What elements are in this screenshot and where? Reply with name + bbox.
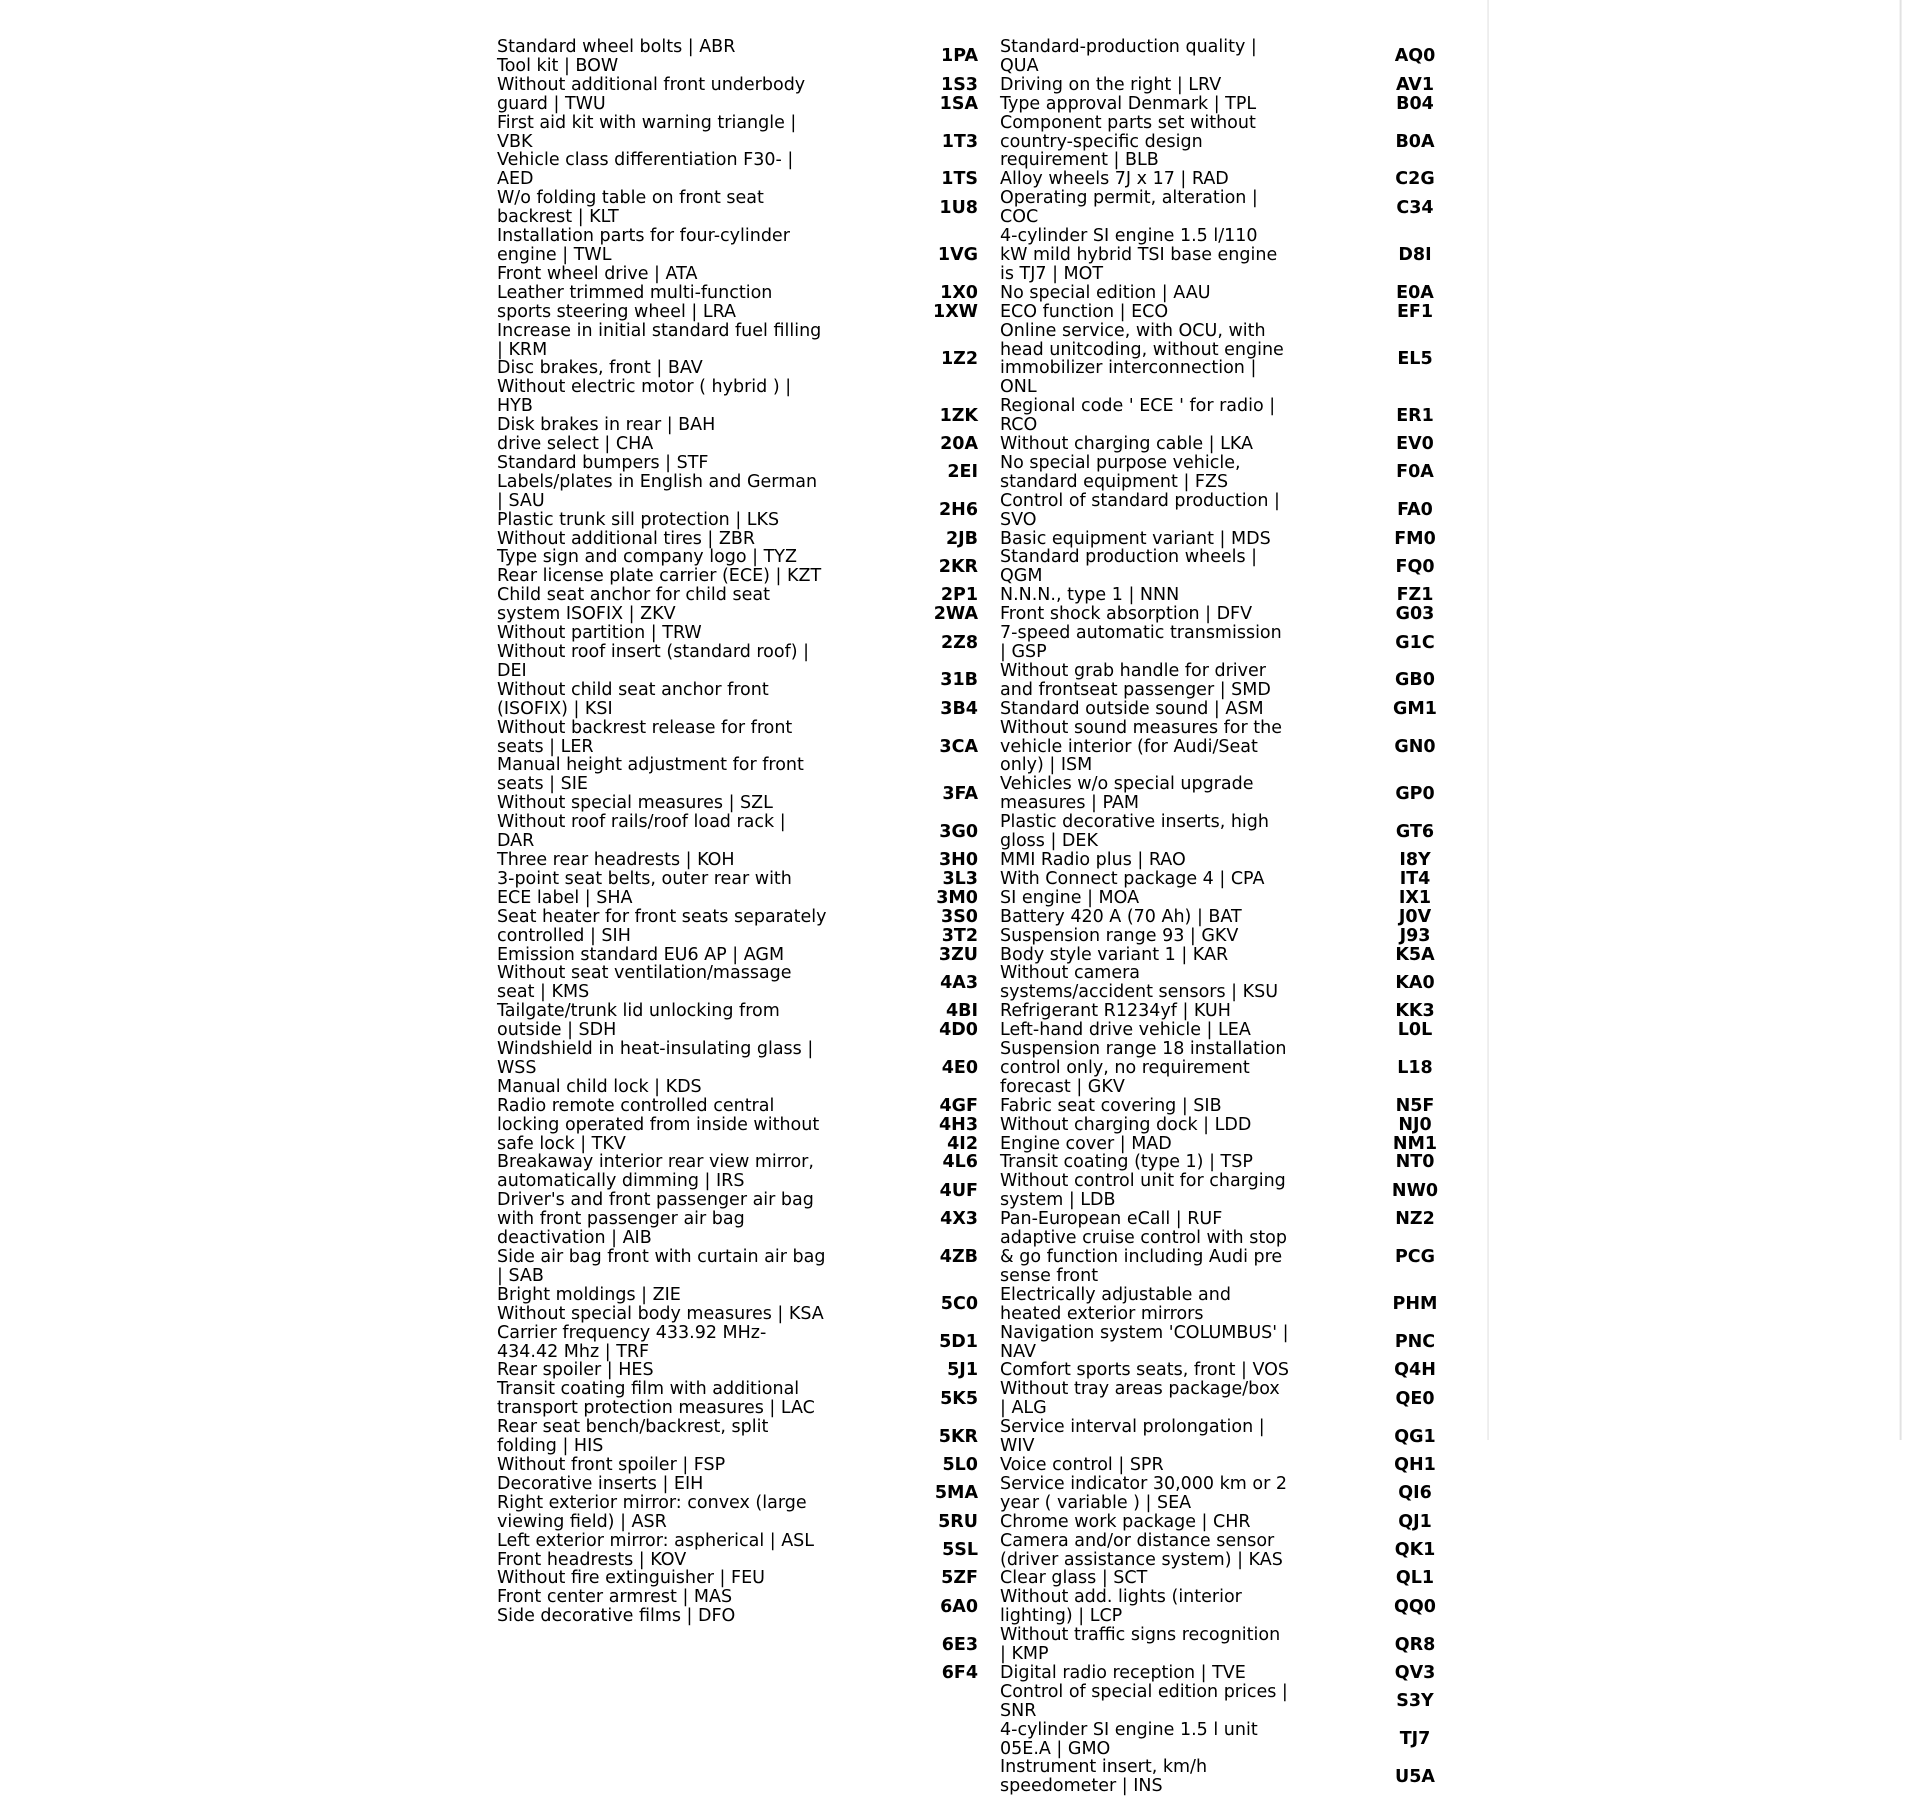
pr-code: 5L0: [942, 1454, 978, 1475]
code-row: [900, 927, 1290, 946]
pr-code-item: GM1: [1393, 698, 1437, 719]
pr-code-item: QQ0: [1394, 1596, 1436, 1617]
page-edge-shadow: [1487, 0, 1489, 1440]
code-row: [900, 1040, 1290, 1097]
pr-code-description: MMI Radio plus | RAO: [1000, 849, 1186, 870]
pr-code-description: Clear glass | SCT: [1000, 1568, 1148, 1589]
pr-code-description: Suspension range 18 installation control only, no requirement forecast | GKV: [1000, 1039, 1287, 1097]
equipment-entry: Labels/plates in English and German | SAU: [497, 471, 818, 511]
pr-code-item: QG1: [1394, 1426, 1436, 1447]
code-row: [900, 1418, 1290, 1456]
equipment-entry: drive select | CHA: [497, 434, 654, 455]
pr-code-description: Front shock absorption | DFV: [1000, 604, 1253, 625]
code-row: [900, 1286, 1290, 1324]
pr-code-item: FZ1: [1396, 585, 1434, 606]
pr-code: 1SA: [939, 93, 978, 114]
pr-code-description: Regional code ' ECE ' for radio | RCO: [1000, 396, 1276, 436]
equipment-entry: Emission standard EU6 AP | AGM: [497, 944, 785, 965]
pr-code: 3B4: [940, 698, 978, 719]
pr-code-item: EF1: [1396, 301, 1434, 322]
pr-code-description: With Connect package 4 | CPA: [1000, 868, 1265, 889]
pr-code-item: S3Y: [1396, 1691, 1434, 1712]
pr-code: 5ZF: [941, 1568, 978, 1589]
equipment-entry: Manual height adjustment for front seats | SIE: [497, 755, 804, 795]
code-row: [900, 95, 1290, 114]
pr-code: 3G0: [939, 821, 978, 842]
pr-code-description: Camera and/or distance sensor (driver assistance system) | KAS: [1000, 1530, 1283, 1570]
pr-code: 4BI: [945, 1001, 978, 1022]
pr-code: 3ZU: [938, 944, 978, 965]
equipment-entry: Breakaway interior rear view mirror, automatically dimming | IRS: [497, 1152, 814, 1192]
code-row: [900, 170, 1290, 189]
equipment-entry: Without special body measures | KSA: [497, 1303, 824, 1324]
code-row: [900, 908, 1290, 927]
pr-code: 3S0: [941, 906, 978, 927]
pr-code-description: Suspension range 93 | GKV: [1000, 925, 1239, 946]
pr-code: 2WA: [933, 604, 978, 625]
pr-code-item: GB0: [1395, 670, 1435, 691]
pr-code-item: QL1: [1395, 1568, 1435, 1589]
right-code-column: [1355, 38, 1475, 1796]
code-row: [900, 548, 1290, 586]
pr-code-item: QE0: [1395, 1388, 1435, 1409]
equipment-entry: Increase in initial standard fuel filling | KRM: [497, 320, 822, 360]
code-row: [900, 586, 1290, 605]
equipment-entry: Side air bag front with curtain air bag | SAB: [497, 1247, 826, 1286]
pr-code-item: NM1: [1392, 1133, 1438, 1154]
pr-code: 4D0: [939, 1020, 978, 1041]
pr-code: 31B: [940, 670, 978, 691]
equipment-entry: Without backrest release for front seats | LER: [497, 717, 793, 757]
pr-code-description: Fabric seat covering | SIB: [1000, 1095, 1222, 1116]
pr-code-item: KK3: [1395, 1001, 1435, 1022]
equipment-entry: Without special measures | SZL: [497, 793, 773, 814]
pr-code-item: B04: [1396, 93, 1434, 114]
pr-code: 4GF: [939, 1095, 978, 1116]
pr-code: 4ZB: [939, 1247, 978, 1267]
code-row: [900, 284, 1290, 303]
pr-code-item: NZ2: [1395, 1209, 1435, 1230]
pr-code: 1XW: [933, 301, 978, 322]
code-row: [900, 662, 1290, 700]
pr-code-description: No special purpose vehicle, standard equipment | FZS: [1000, 452, 1241, 492]
equipment-entry: Without roof rails/roof load rack | DAR: [497, 812, 786, 852]
pr-code: 5D1: [939, 1332, 978, 1353]
pr-code-description: Transit coating (type 1) | TSP: [1000, 1152, 1253, 1173]
code-row: [900, 435, 1290, 454]
code-row: [900, 492, 1290, 530]
pr-code-item: C2G: [1395, 169, 1435, 190]
pr-code: 4E0: [941, 1057, 978, 1078]
equipment-entry: Disc brakes, front | BAV: [497, 358, 703, 379]
pr-code: 4H3: [939, 1114, 978, 1135]
pr-code: 3CA: [939, 736, 978, 757]
code-row: [900, 1021, 1290, 1040]
pr-code-item: QH1: [1394, 1454, 1436, 1475]
code-row: [900, 700, 1290, 719]
pr-code: 5J1: [947, 1360, 978, 1381]
pr-code-description: Standard production wheels | QGM: [1000, 547, 1258, 587]
equipment-entry: Transit coating film with additional transport protection measures | LAC: [497, 1379, 815, 1419]
pr-code-item: FA0: [1397, 500, 1433, 521]
equipment-entry: Driver's and front passenger air bag with front passenger air bag deactivation | AIB: [497, 1190, 814, 1249]
code-row: [900, 1532, 1290, 1570]
pr-code: 1TS: [941, 169, 978, 190]
equipment-entry: Tool kit | BOW: [497, 55, 619, 76]
pr-code: 5C0: [940, 1294, 978, 1315]
code-row: [900, 1361, 1290, 1380]
code-row: [900, 719, 1290, 776]
equipment-entry: Right exterior mirror: convex (large viewing field) | ASR: [497, 1492, 807, 1532]
pr-code-description: Driving on the right | LRV: [1000, 74, 1222, 95]
code-row: [900, 1475, 1290, 1513]
equipment-entry: Standard bumpers | STF: [497, 452, 709, 473]
equipment-entry: Decorative inserts | EIH: [497, 1473, 704, 1494]
pr-code-description: Without traffic signs recognition | KMP: [1000, 1625, 1281, 1665]
equipment-entry: Installation parts for four-cylinder engine | TWL: [497, 226, 790, 265]
pr-code: 5K5: [940, 1388, 978, 1409]
pr-code-description: 4-cylinder SI engine 1.5 l/110 kW mild hybrid TSI base engine is TJ7 | MOT: [1000, 226, 1278, 284]
pr-code: 1X0: [940, 282, 978, 303]
code-row: [900, 454, 1290, 492]
pr-code-description: No special edition | AAU: [1000, 282, 1211, 303]
pr-code-item: N5F: [1395, 1095, 1435, 1116]
pr-code-item: ER1: [1396, 405, 1434, 426]
code-row: [900, 1683, 1290, 1721]
pr-code-description: Comfort sports seats, front | VOS: [1000, 1360, 1290, 1381]
equipment-entry: Manual child lock | KDS: [497, 1076, 702, 1097]
pr-code-item: L0L: [1397, 1020, 1433, 1041]
pr-code-description: Instrument insert, km/h speedometer | INS: [1000, 1757, 1208, 1796]
pr-code-item: K5A: [1395, 944, 1435, 965]
pr-code-item: KA0: [1395, 972, 1435, 993]
pr-code-description: Navigation system 'COLUMBUS' | NAV: [1000, 1322, 1289, 1362]
code-row: [900, 1324, 1290, 1362]
pr-code-item: NT0: [1395, 1152, 1435, 1173]
pr-code-description: Pan-European eCall | RUF: [1000, 1209, 1223, 1230]
pr-code: 6E3: [941, 1634, 978, 1655]
pr-code: 4UF: [939, 1180, 978, 1201]
pr-code: 2KR: [938, 556, 978, 577]
pr-code-item: AV1: [1395, 74, 1435, 95]
pr-code: 1VG: [937, 244, 978, 265]
pr-code-description: Without grab handle for driver and frontseat passenger | SMD: [1000, 660, 1271, 700]
equipment-entry: Tailgate/trunk lid unlocking from outside | SDH: [497, 1001, 780, 1041]
pr-code-item: F0A: [1396, 462, 1434, 483]
code-row: [900, 1513, 1290, 1532]
pr-code-description: Component parts set without country-specific design requirement | BLB: [1000, 112, 1256, 171]
equipment-entry: First aid kit with warning triangle | VBK: [497, 112, 797, 152]
equipment-entry: Vehicle class differentiation F30- | AED: [497, 150, 794, 190]
pr-code-description: N.N.N., type 1 | NNN: [1000, 585, 1180, 606]
pr-code-description: Without add. lights (interior lighting) | LCP: [1000, 1587, 1242, 1627]
pr-code: 3L3: [942, 868, 978, 889]
page-right-edge-shadow: [1899, 0, 1902, 1440]
code-row: [900, 946, 1290, 965]
pr-code: 20A: [940, 434, 978, 455]
equipment-entry: Without roof insert (standard roof) | DEI: [497, 642, 810, 681]
pr-code: 1PA: [941, 46, 978, 67]
code-row: [900, 1097, 1290, 1116]
code-row: [900, 1210, 1290, 1229]
code-row: [900, 1626, 1290, 1664]
equipment-entry: Carrier frequency 433.92 MHz-434.42 Mhz | TRF: [497, 1322, 767, 1362]
code-row: [900, 530, 1290, 549]
pr-code-description: SI engine | MOA: [1000, 887, 1140, 908]
equipment-entry: Child seat anchor for child seat system ISOFIX | ZKV: [497, 585, 770, 625]
pr-code-description: Engine cover | MAD: [1000, 1133, 1172, 1154]
code-row: [900, 1456, 1290, 1475]
pr-code-description: Refrigerant R1234yf | KUH: [1000, 1001, 1231, 1022]
pr-code-description: Standard outside sound | ASM: [1000, 698, 1264, 719]
code-row: [900, 889, 1290, 908]
pr-code-description: 4-cylinder SI engine 1.5 l unit 05E.A | GMO: [1000, 1719, 1258, 1759]
pr-code-item: EL5: [1397, 348, 1433, 369]
equipment-entry: Plastic trunk sill protection | LKS: [497, 509, 780, 530]
pr-code-description: Plastic decorative inserts, high gloss | DEK: [1000, 812, 1269, 852]
equipment-entry: Without additional front underbody guard | TWU: [497, 74, 806, 114]
pr-code-description: Service interval prolongation | WIV: [1000, 1417, 1265, 1457]
pr-code-description: Without tray areas package/box | ALG: [1000, 1379, 1280, 1419]
pr-code: 5RU: [938, 1511, 978, 1532]
pr-code-description: Control of special edition prices | SNR: [1000, 1681, 1288, 1721]
pr-code-item: D8I: [1398, 244, 1432, 265]
pr-code-description: Alloy wheels 7J x 17 | RAD: [1000, 169, 1229, 190]
equipment-entry: Type sign and company logo | TYZ: [497, 547, 797, 568]
pr-code-description: Vehicles w/o special upgrade measures | PAM: [1000, 774, 1254, 814]
code-row: [900, 1135, 1290, 1154]
pr-code-item: J93: [1399, 925, 1431, 946]
code-row: [900, 303, 1290, 322]
pr-code-item: PCG: [1394, 1247, 1436, 1267]
code-row: [900, 76, 1290, 95]
pr-code-item: GT6: [1395, 821, 1435, 842]
equipment-entry: Without partition | TRW: [497, 623, 702, 644]
equipment-entry: Without front spoiler | FSP: [497, 1454, 726, 1475]
equipment-entry: Radio remote controlled central locking operated from inside without safe lock | TKV: [497, 1095, 820, 1154]
pr-code-description: Left-hand drive vehicle | LEA: [1000, 1020, 1251, 1041]
equipment-entry: Disk brakes in rear | BAH: [497, 415, 716, 436]
pr-code-description: Chrome work package | CHR: [1000, 1511, 1251, 1532]
pr-code: 1ZK: [939, 405, 978, 426]
equipment-entry: Without electric motor ( hybrid ) | HYB: [497, 377, 792, 417]
pr-code-item: FQ0: [1395, 556, 1435, 577]
pr-code: 3M0: [936, 887, 978, 908]
pr-code: 1Z2: [940, 348, 978, 369]
code-row: [900, 624, 1290, 662]
pr-code-item: C34: [1396, 197, 1434, 218]
pr-code-item: GN0: [1394, 736, 1436, 757]
equipment-entry: Bright moldings | ZIE: [497, 1284, 681, 1305]
pr-code-item: B0A: [1395, 131, 1435, 152]
pr-code-description: Without camera systems/accident sensors | KSU: [1000, 963, 1279, 1003]
pr-code-item: NW0: [1391, 1180, 1439, 1201]
pr-code-description: Battery 420 A (70 Ah) | BAT: [1000, 906, 1242, 927]
code-row: [900, 1116, 1290, 1135]
equipment-entry: Rear seat bench/backrest, split folding | HIS: [497, 1417, 769, 1457]
pr-code: 1U8: [939, 197, 978, 218]
code-row: [900, 1569, 1290, 1588]
pr-code-description: Digital radio reception | TVE: [1000, 1662, 1246, 1683]
equipment-entry: Front center armrest | MAS: [497, 1587, 733, 1608]
equipment-entry: Side decorative films | DFO: [497, 1606, 736, 1627]
pr-code-item: Q4H: [1394, 1360, 1436, 1381]
pr-code: 3FA: [942, 783, 978, 804]
pr-code-item: PNC: [1394, 1332, 1436, 1353]
code-row: [900, 1380, 1290, 1418]
equipment-entry: Without seat ventilation/massage seat | KMS: [497, 963, 792, 1003]
pr-code: 6F4: [941, 1662, 978, 1683]
code-row: [900, 1002, 1290, 1021]
equipment-entry: Rear spoiler | HES: [497, 1360, 654, 1381]
pr-code: 1T3: [941, 131, 978, 152]
pr-code: 4X3: [940, 1209, 978, 1230]
code-row: [900, 851, 1290, 870]
code-row: [900, 1172, 1290, 1210]
pr-code-description: Without charging dock | LDD: [1000, 1114, 1252, 1135]
pr-code-description: Standard-production quality | QUA: [1000, 37, 1257, 76]
pr-code-item: QJ1: [1398, 1511, 1432, 1532]
pr-code: 6A0: [940, 1596, 978, 1617]
pr-code-item: QI6: [1398, 1483, 1432, 1504]
pr-code-item: NJ0: [1398, 1114, 1432, 1135]
code-row: [900, 813, 1290, 851]
code-row: [900, 322, 1290, 398]
pr-code: 2H6: [939, 500, 978, 521]
code-row: [900, 605, 1290, 624]
pr-code: 1S3: [941, 74, 978, 95]
pr-code: 2EI: [947, 462, 978, 483]
pr-code-description: Control of standard production | SVO: [1000, 490, 1280, 530]
equipment-entry: Standard wheel bolts | ABR: [497, 37, 736, 57]
equipment-entry: Left exterior mirror: aspherical | ASL: [497, 1530, 815, 1551]
pr-code-item: TJ7: [1399, 1729, 1431, 1750]
equipment-entry: Rear license plate carrier (ECE) | KZT: [497, 566, 822, 587]
pr-code: 5MA: [934, 1483, 978, 1504]
pr-code-description: adaptive cruise control with stop & go function including Audi pre sense front: [1000, 1228, 1287, 1286]
pr-code-item: E0A: [1396, 282, 1434, 303]
pr-code-description: Without control unit for charging system | LDB: [1000, 1171, 1286, 1211]
code-row: [900, 114, 1290, 171]
pr-code-description: Body style variant 1 | KAR: [1000, 944, 1229, 965]
equipment-entry: Windshield in heat-insulating glass | WSS: [497, 1039, 814, 1078]
pr-code-description: Without sound measures for the vehicle interior (for Audi/Seat only) | ISM: [1000, 717, 1282, 776]
pr-code-description: 7-speed automatic transmission | GSP: [1000, 623, 1282, 662]
equipment-entry: Without additional tires | ZBR: [497, 528, 756, 549]
pr-code-item: FM0: [1394, 528, 1436, 549]
pr-code-item: QR8: [1394, 1634, 1436, 1655]
pr-code-item: QK1: [1394, 1540, 1436, 1561]
pr-code: 4I2: [947, 1133, 978, 1154]
pr-code-item: G03: [1395, 604, 1435, 625]
pr-code-item: GP0: [1395, 783, 1435, 804]
code-row: [900, 1229, 1290, 1286]
pr-code: 2P1: [940, 585, 978, 606]
code-row: [900, 38, 1290, 76]
pr-code-description: Online service, with OCU, with head unitcoding, without engine immobilizer interconnection | ONL: [1000, 320, 1284, 398]
pr-code-item: AQ0: [1394, 46, 1436, 67]
pr-code: 5KR: [938, 1426, 978, 1447]
pr-code-description: Voice control | SPR: [1000, 1454, 1164, 1475]
pr-code-description: ECO function | ECO: [1000, 301, 1169, 322]
pr-code-description: Service indicator 30,000 km or 2 year ( variable ) | SEA: [1000, 1473, 1287, 1513]
pr-code: 4L6: [942, 1152, 978, 1173]
pr-code: 3H0: [939, 849, 978, 870]
equipment-entry: Without child seat anchor front (ISOFIX) | KSI: [497, 679, 769, 719]
code-row: [900, 1721, 1290, 1759]
pr-code-description: Type approval Denmark | TPL: [1000, 93, 1257, 114]
pr-code-item: G1C: [1395, 632, 1435, 653]
pr-code: 2Z8: [940, 632, 978, 653]
pr-code-description: Electrically adjustable and heated exterior mirrors: [1000, 1284, 1231, 1324]
pr-code: 3T2: [941, 925, 978, 946]
code-row: [900, 775, 1290, 813]
code-row: [900, 964, 1290, 1002]
pr-code: 4A3: [940, 972, 978, 993]
pr-code-description: Basic equipment variant | MDS: [1000, 528, 1271, 549]
code-row: [900, 227, 1290, 284]
equipment-entry: Front wheel drive | ATA: [497, 263, 698, 284]
pr-code-item: QV3: [1394, 1662, 1436, 1683]
pr-code-item: U5A: [1395, 1766, 1435, 1787]
middle-code-description-column: [900, 38, 1290, 1796]
equipment-entry: Without fire extinguisher | FEU: [497, 1568, 765, 1589]
code-row: [900, 1153, 1290, 1172]
pr-code-item: L18: [1397, 1057, 1433, 1078]
pr-code-item: J0V: [1398, 906, 1432, 927]
equipment-entry: Leather trimmed multi-function sports steering wheel | LRA: [497, 282, 773, 322]
pr-code-item: IX1: [1398, 887, 1432, 908]
code-row: [900, 189, 1290, 227]
equipment-entry: W/o folding table on front seat backrest | KLT: [497, 188, 764, 228]
code-row: [900, 870, 1290, 889]
code-row: [900, 1588, 1290, 1626]
pr-code: 5SL: [942, 1540, 978, 1561]
code-row: [900, 1758, 1290, 1796]
left-description-column: [497, 38, 827, 1626]
pr-code-item: IT4: [1399, 868, 1431, 889]
code-row: [900, 1664, 1290, 1683]
equipment-entry: Seat heater for front seats separately controlled | SIH: [497, 906, 827, 946]
equipment-entry: Front headrests | KOV: [497, 1549, 687, 1570]
pr-code-description: Without charging cable | LKA: [1000, 434, 1254, 455]
equipment-entry: Three rear headrests | KOH: [497, 849, 735, 870]
pr-code-item: I8Y: [1399, 849, 1431, 870]
pr-code-description: Operating permit, alteration | COC: [1000, 188, 1258, 228]
pr-code: 2JB: [945, 528, 978, 549]
equipment-entry: 3-point seat belts, outer rear with ECE label | SHA: [497, 868, 792, 908]
pr-code-item: PHM: [1392, 1294, 1438, 1315]
pr-code-item: EV0: [1396, 434, 1434, 455]
code-row: [900, 397, 1290, 435]
